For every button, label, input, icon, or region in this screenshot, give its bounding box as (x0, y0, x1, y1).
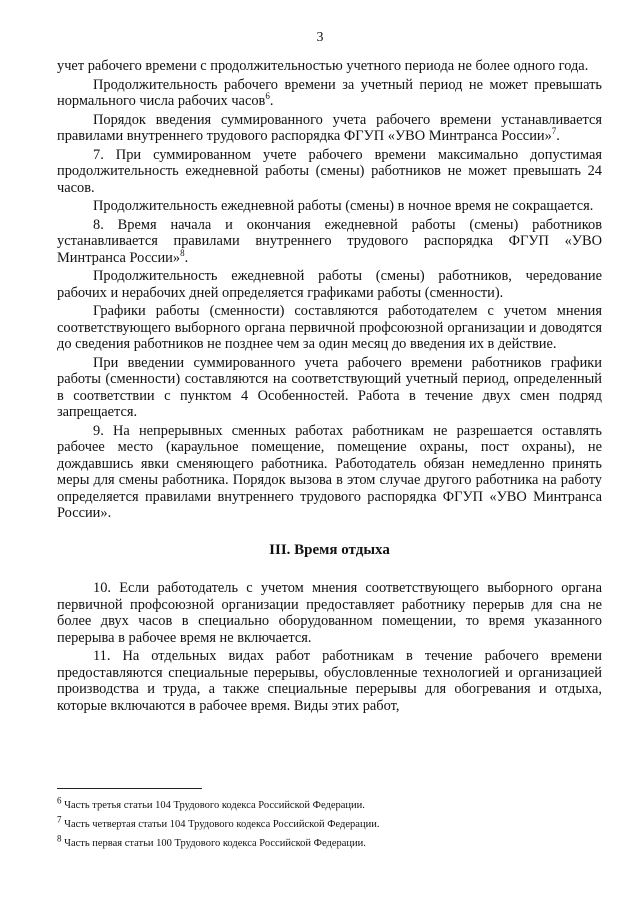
paragraph-3: Порядок введения суммированного учета рабочего времени устанавливается правилами внутреннего трудового распорядка ФГУП «УВО Минтранса России»$^7$. (57, 111, 602, 144)
paragraph-12: 11. На отдельных видах работ работникам в течение рабочего времени предоставляются специальные перерывы, обусловленные технологией и организацией производства и труда, а также специальные перерывы для обогревания и отдыха, которые включаются в рабочее время. Виды этих работ, (57, 648, 602, 714)
footnote-ref-7: 7 (551, 126, 557, 137)
footnote-8: $^8$ Часть первая статьи 100 Трудового кодекса Российской Федерации. (57, 833, 366, 849)
paragraph-6: 8. Время начала и окончания ежедневной работы (смены) работников устанавливается правилами внутреннего трудового распорядка ФГУП «УВО Минтранса России»$^8$. (57, 216, 602, 266)
footnote-7: $^7$ Часть четвертая статьи 104 Трудового кодекса Российской Федерации. (57, 814, 380, 830)
paragraph-9: При введении суммированного учета рабочего времени работников графики работы (сменности) составляются на соответствующий учетный период, определенный в соответствии с пунктом 4 Особенностей. Работа в течение двух смен подряд запрещается. (57, 354, 602, 420)
footnote-ref-6: 6 (265, 91, 270, 102)
paragraph-7: Продолжительность ежедневной работы (смены) работников, чередование рабочих и нерабочих дней определяется графиками работы (сменности). (57, 268, 602, 301)
paragraph-11: 10. Если работодатель с учетом мнения соответствующего выборного органа первичной профсоюзной организации предоставляет работнику перерыв для сна не более двух часов в специально оборудованном помещении, то время указанного перерыва в рабочее время не включается. (57, 580, 602, 646)
footnotes (57, 796, 602, 853)
footnote-separator (57, 788, 202, 789)
paragraph-4: 7. При суммированном учете рабочего времени максимально допустимая продолжительность ежедневной работы (смены) работников не может превышать 24 часов. (57, 146, 602, 196)
paragraph-8: Графики работы (сменности) составляются работодателем с учетом мнения соответствующего выборного органа первичной профсоюзной организации и доводятся до сведения работников не позднее чем за один месяц до введения их в действие. (57, 303, 602, 352)
page-number: 3 (316, 30, 324, 45)
footnote-ref-8: 8 (180, 247, 185, 258)
paragraph-1: учет рабочего времени с продолжительностью учетного периода не более одного года. (57, 58, 589, 74)
paragraph-2: Продолжительность рабочего времени за учетный период не может превышать нормального числа рабочих часов$^6$. (57, 76, 602, 109)
paragraph-5: Продолжительность ежедневной работы (смены) в ночное время не сокращается. (93, 198, 594, 214)
footnote-6: $^6$ Часть третья статьи 104 Трудового кодекса Российской Федерации. (57, 795, 365, 811)
paragraph-10: 9. На непрерывных сменных работах работникам не разрешается оставлять рабочее место (караульное помещение, помещение охраны, пост охраны), не дождавшись явки сменяющего работника. Работодатель обязан немедленно принять меры для смены работника. Порядок вызова в этом случае другого работника на работу определяется правилами внутреннего трудового распорядка ФГУП «УВО Минтранса России». (57, 422, 602, 521)
section-heading: III. Время отдыха (269, 541, 390, 558)
document-body (57, 58, 602, 716)
